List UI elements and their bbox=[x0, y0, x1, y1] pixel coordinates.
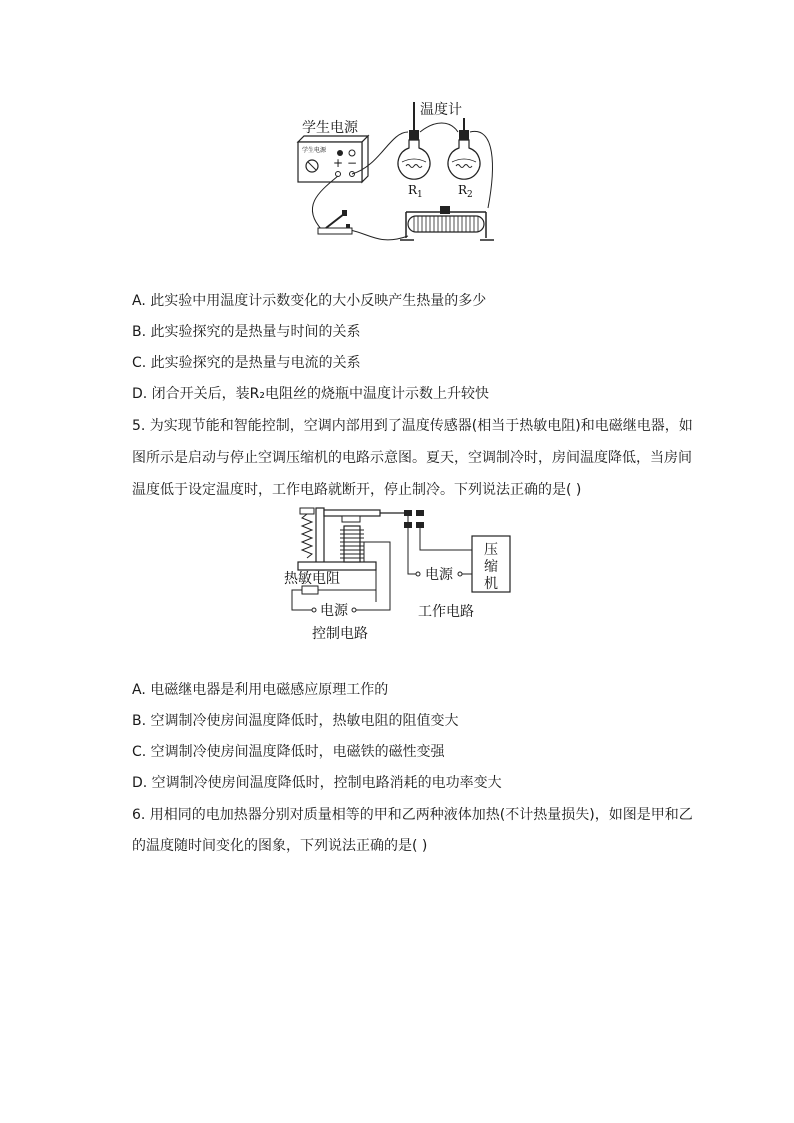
compressor-char-2: 缩 bbox=[484, 559, 498, 575]
spring-icon bbox=[302, 514, 312, 558]
q5-option-c: C. 空调制冷使房间温度降低时，电磁铁的磁性变强 bbox=[132, 744, 445, 760]
q5-option-b: B. 空调制冷使房间温度降低时，热敏电阻的阻值变大 bbox=[132, 713, 459, 729]
q4-option-c: C. 此实验探究的是热量与电流的关系 bbox=[132, 355, 361, 371]
q5-option-a: A. 电磁继电器是利用电磁感应原理工作的 bbox=[132, 682, 389, 698]
r2-label: $R_2$ bbox=[458, 183, 473, 200]
q6-stem-line-2: 的温度随时间变化的图象，下列说法正确的是( ) bbox=[132, 838, 428, 854]
work-source-label: 电源 bbox=[425, 567, 453, 583]
q5-stem-line-3: 温度低于设定温度时，工作电路就断开，停止制冷。下列说法正确的是( ) bbox=[132, 482, 582, 498]
compressor-char-1: 压 bbox=[484, 542, 498, 558]
armature bbox=[324, 510, 380, 516]
thermistor-label: 热敏电阻 bbox=[284, 571, 340, 587]
control-source-label: 电源 bbox=[320, 603, 348, 619]
power-supply-label: 学生电源 bbox=[302, 120, 358, 136]
figure-joule-experiment bbox=[290, 96, 500, 251]
q5-stem-line-1: 5. 为实现节能和智能控制，空调内部用到了温度传感器(相当于热敏电阻)和电磁继电器，如 bbox=[132, 418, 693, 434]
q6-stem-line-1: 6. 用相同的电加热器分别对质量相等的甲和乙两种液体加热(不计热量损失)，如图是甲和乙 bbox=[132, 807, 693, 823]
thermistor bbox=[302, 586, 318, 594]
q4-option-d: D. 闭合开关后，装R₂电阻丝的烧瓶中温度计示数上升较快 bbox=[132, 386, 490, 402]
minus-sign: − bbox=[347, 156, 358, 170]
q5-stem-line-2: 图所示是启动与停止空调压缩机的电路示意图。夏天，空调制冷时，房间温度降低，当房间 bbox=[132, 450, 692, 466]
power-panel-label: 学生电源 bbox=[302, 147, 327, 154]
figure-relay-circuit bbox=[280, 504, 520, 650]
power-supply bbox=[298, 136, 368, 182]
rheostat bbox=[400, 206, 494, 240]
compressor-char-3: 机 bbox=[484, 576, 498, 592]
work-circuit-label: 工作电路 bbox=[418, 604, 474, 620]
q5-option-d: D. 空调制冷使房间温度降低时，控制电路消耗的电功率变大 bbox=[132, 775, 502, 791]
electromagnet bbox=[340, 526, 364, 562]
terminal-positive bbox=[336, 172, 341, 177]
r1-label: $R_1$ bbox=[408, 183, 423, 200]
switch bbox=[318, 210, 352, 234]
plus-sign: + bbox=[333, 156, 344, 170]
control-circuit-label: 控制电路 bbox=[312, 626, 368, 642]
q4-option-b: B. 此实验探究的是热量与时间的关系 bbox=[132, 324, 361, 340]
q4-option-a: A. 此实验中用温度计示数变化的大小反映产生热量的多少 bbox=[132, 293, 487, 309]
flask-r2 bbox=[448, 118, 480, 200]
thermometer-label: 温度计 bbox=[420, 102, 462, 118]
